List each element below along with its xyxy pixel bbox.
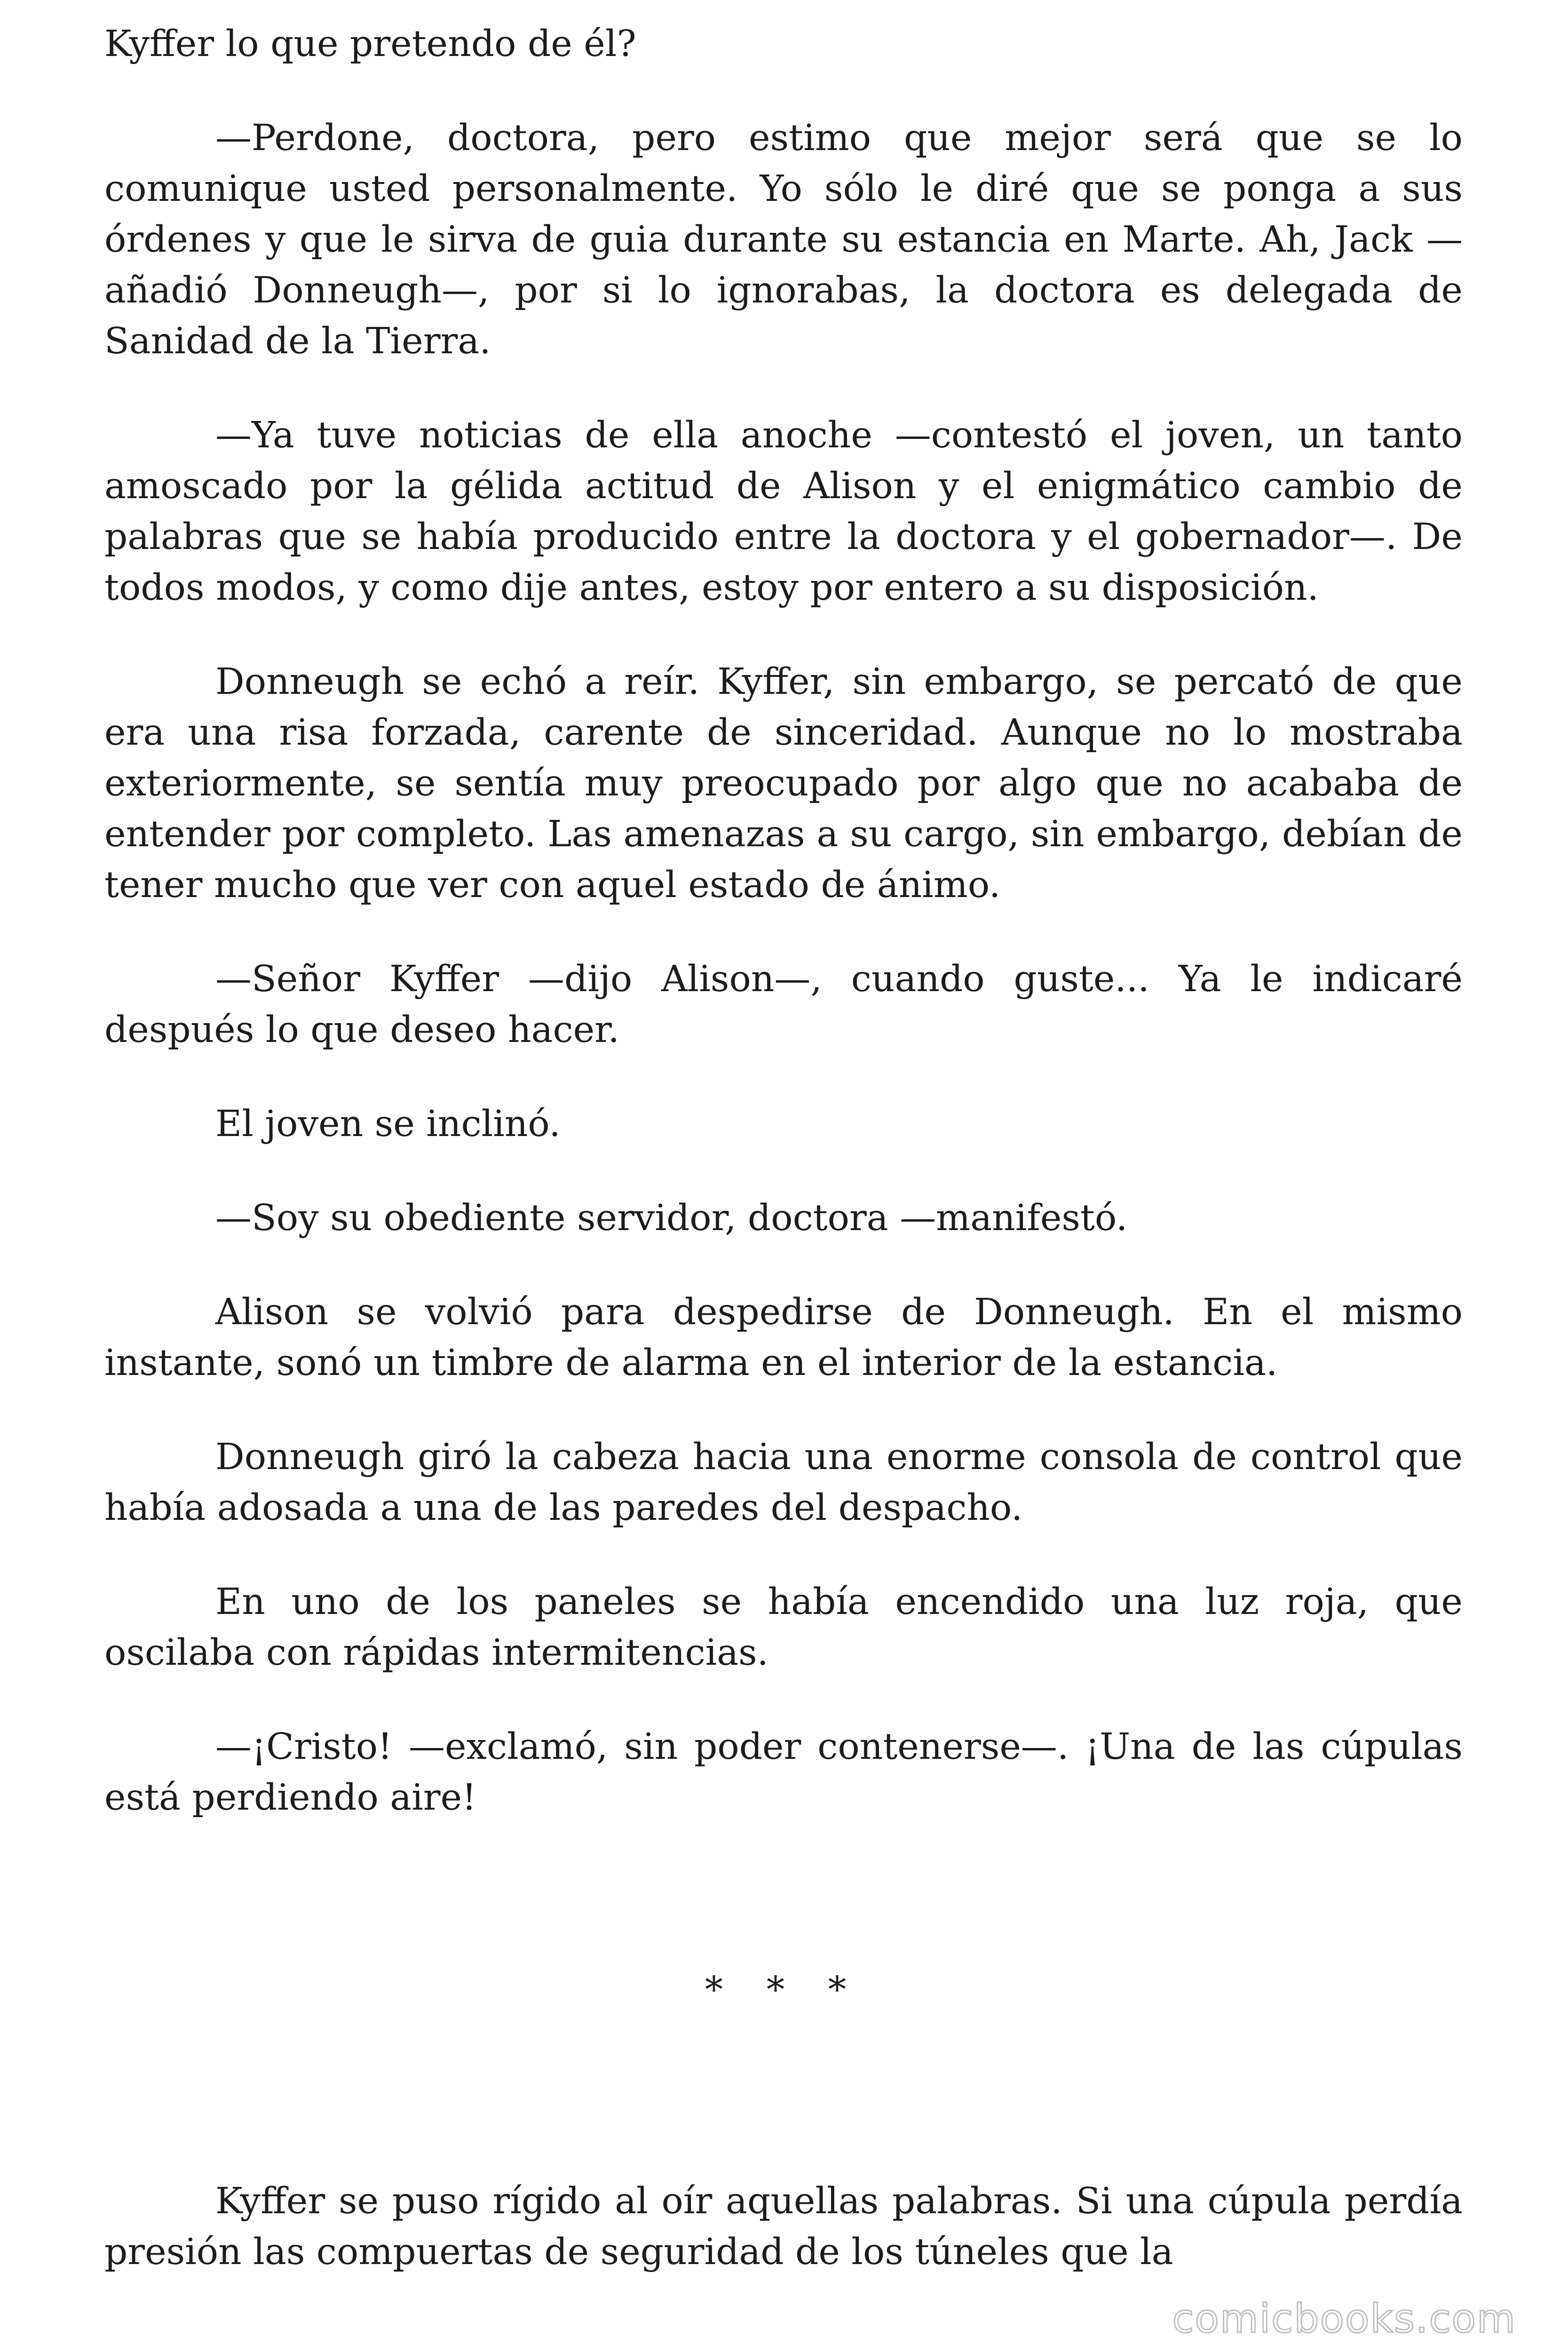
paragraph: Alison se volvió para despedirse de Donneugh. En el mismo instante, sonó un timbre de alarma en el interior de la estancia. (104, 1291, 1463, 1384)
paragraph: Donneugh se echó a reír. Kyffer, sin embargo, se percató de que era una risa forzada, carente de sinceridad. Aunque no lo mostraba exteriormente, se sentía muy preocupado por algo que no acababa de entender por completo. Las amenazas a su cargo, sin embargo, debían de tener mucho que ver con aquel estado de ánimo. (104, 661, 1463, 906)
paragraph: —Señor Kyffer —dijo Alison—, cuando guste... Ya le indicaré después lo que deseo hacer. (104, 958, 1463, 1051)
paragraph: —Perdone, doctora, pero estimo que mejor será que se lo comunique usted personalmente. Yo sólo le diré que se ponga a sus órdenes y que le sirva de guia durante su estancia en Marte. Ah, Jack —añadió Donneugh—, por si lo ignorabas, la doctora es delegada de Sanidad de la Tierra. (104, 117, 1463, 362)
text-column (104, 19, 1463, 2321)
paragraph: —Ya tuve noticias de ella anoche —contestó el joven, un tanto amoscado por la gélida actitud de Alison y el enigmático cambio de palabras que se había producido entre la doctora y el gobernador—. De todos modos, y como dije antes, estoy por entero a su disposición. (104, 414, 1463, 609)
scene-break: * * * (705, 1969, 863, 2011)
watermark: comicbooks.com (1172, 2296, 1516, 2342)
paragraph: En uno de los paneles se había encendido una luz roja, que oscilaba con rápidas intermitencias. (104, 1581, 1463, 1674)
paragraph: —Soy su obediente servidor, doctora —manifestó. (215, 1197, 1128, 1239)
paragraph: Kyffer lo que pretendo de él? (104, 23, 636, 65)
paragraph: Kyffer se puso rígido al oír aquellas palabras. Si una cúpula perdía presión las compuertas de seguridad de los túneles que la (104, 2180, 1463, 2273)
paragraph: Donneugh giró la cabeza hacia una enorme consola de control que había adosada a una de las paredes del despacho. (104, 1436, 1463, 1529)
paragraph: —¡Cristo! —exclamó, sin poder contenerse—. ¡Una de las cúpulas está perdiendo aire! (104, 1726, 1463, 1819)
paragraph: El joven se inclinó. (215, 1103, 561, 1145)
